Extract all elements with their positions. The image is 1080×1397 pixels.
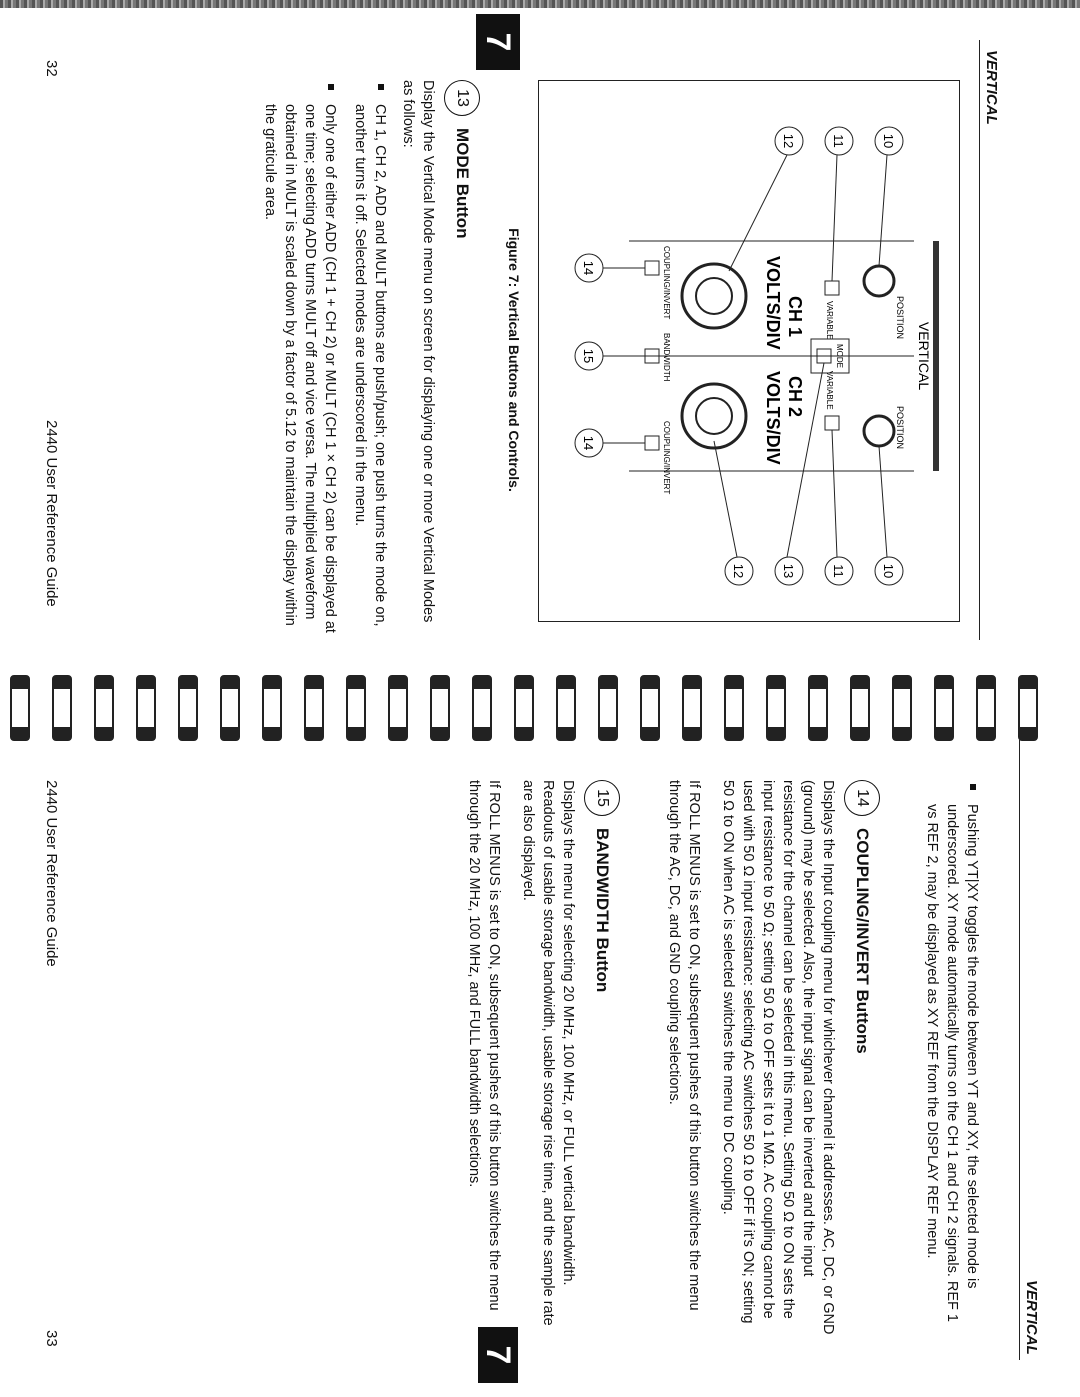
header-rule xyxy=(979,40,980,640)
running-head: VERTICAL xyxy=(983,50,1000,125)
section-paragraph: If ROLL MENUS is set to ON, subsequent pushes of this button switches the menu through the 20 MHz, 100 MHz, and FULL bandwidth selections. xyxy=(466,780,502,1311)
section-title: MODE Button xyxy=(453,128,472,239)
footer: 2440 User Reference Guide xyxy=(43,780,60,967)
svg-text:15: 15 xyxy=(581,348,596,364)
svg-text:12: 12 xyxy=(781,133,796,149)
section-paragraph: If ROLL MENUS is set to ON, subsequent pushes of this button switches the menu through the AC, DC, and GND coupling selections. xyxy=(666,780,702,1311)
bullet-item: CH 1, CH 2, ADD and MULT buttons are push/push; one push turns the mode on, another turns it off. Selected modes are underscored in the menu. xyxy=(350,80,390,640)
section-paragraph: Displays the Input coupling menu for whichever channel it addresses. AC, DC, or GND (ground) may be selected. Also, the input signal can be inverted and the input resistance for the channel can be selected in this menu. Setting 50 Ω to ON sets the input resistance to 50 Ω; setting 50 Ω to OFF sets it to 1 MΩ. AC coupling cannot be used with 50 Ω input resistance: selecting AC switches 50 Ω to OFF if it's ON; setting 50 Ω to ON when AC is selected switches the menu to DC coupling. xyxy=(720,780,836,1335)
svg-text:BANDWIDTH: BANDWIDTH xyxy=(662,333,671,382)
svg-text:MODE: MODE xyxy=(835,344,844,368)
section-bandwidth xyxy=(464,780,620,1340)
svg-text:CH 1: CH 1 xyxy=(785,296,805,338)
page-33 xyxy=(40,740,1040,1380)
scan-edge xyxy=(0,0,1080,8)
svg-text:COUPLING/INVERT: COUPLING/INVERT xyxy=(662,421,671,495)
svg-text:VARIABLE: VARIABLE xyxy=(825,301,834,340)
svg-text:11: 11 xyxy=(831,134,846,148)
section-paragraph: Displays the menu for selecting 20 MHz, 100 MHz, or FULL vertical bandwidth. Readouts of usable storage bandwidth, usable storage rise time, and the sample rate are also displayed. xyxy=(520,780,576,1326)
svg-text:12: 12 xyxy=(731,563,746,579)
front-panel-diagram xyxy=(539,81,959,621)
svg-text:VOLTS/DIV: VOLTS/DIV xyxy=(763,256,783,350)
svg-text:CH 2: CH 2 xyxy=(785,376,805,418)
header-rule xyxy=(1019,740,1020,1360)
svg-text:POSITION: POSITION xyxy=(895,406,905,450)
section-mode-button xyxy=(250,80,480,640)
svg-text:11: 11 xyxy=(831,564,846,578)
svg-text:VARIABLE: VARIABLE xyxy=(825,371,834,410)
bullet-item: Pushing YT|XY toggles the mode between YT and XY, the selected mode is underscored. XY mode automatically turns on the CH 1 and CH 2 signals. REF 1 vs REF 2, may be displayed as XY REF from the DISPLAY REF menu. xyxy=(922,780,982,1340)
running-head: VERTICAL xyxy=(1023,1280,1040,1355)
chapter-tab-right: 7 xyxy=(478,1327,518,1383)
svg-text:POSITION: POSITION xyxy=(895,296,905,340)
yt-xy-bullets xyxy=(912,780,982,1340)
section-coupling-invert xyxy=(664,780,880,1340)
chapter-tab-left: 7 xyxy=(476,14,520,70)
bullet-item: Only one of either ADD (CH 1 + CH 2) or MULT (CH 1 × CH 2) can be displayed at one time; selecting ADD turns MULT off and vice versa. The multiplied waveform obtained in MULT is scaled down by a factor of 5.12 to maintain the display within the graticule area. xyxy=(260,80,340,640)
section-intro: Display the Vertical Mode menu on screen for displaying one or more Vertical Modes as follows: xyxy=(400,80,436,623)
callout-13: 13 xyxy=(444,80,480,116)
svg-text:14: 14 xyxy=(581,435,596,451)
svg-text:14: 14 xyxy=(581,260,596,276)
svg-text:COUPLING/INVERT: COUPLING/INVERT xyxy=(662,246,671,320)
svg-text:VERTICAL: VERTICAL xyxy=(916,321,932,391)
section-title: BANDWIDTH Button xyxy=(593,828,612,993)
page-number: 33 xyxy=(43,1330,60,1347)
figure-vertical-controls xyxy=(538,80,960,622)
svg-text:10: 10 xyxy=(881,563,896,579)
svg-text:VOLTS/DIV: VOLTS/DIV xyxy=(763,371,783,465)
callout-14: 14 xyxy=(844,780,880,816)
section-title: COUPLING/INVERT Buttons xyxy=(853,828,872,1054)
svg-text:13: 13 xyxy=(781,563,796,579)
spiral-binding xyxy=(0,665,1080,745)
footer: 2440 User Reference Guide xyxy=(43,420,60,607)
page-32 xyxy=(0,40,1000,680)
callout-15: 15 xyxy=(584,780,620,816)
svg-text:10: 10 xyxy=(881,133,896,149)
mode-bullets xyxy=(260,80,390,640)
figure-caption: Figure 7: Vertical Buttons and Controls. xyxy=(506,228,522,492)
page-number: 32 xyxy=(43,60,60,77)
